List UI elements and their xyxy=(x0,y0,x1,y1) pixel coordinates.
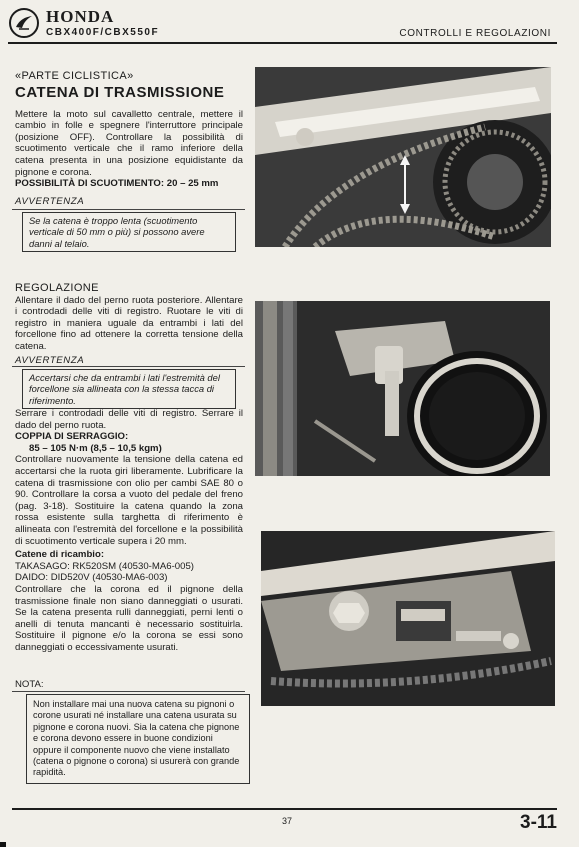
header-divider xyxy=(8,42,557,44)
chain-slack-photo xyxy=(255,67,551,247)
chain-intro-text: Mettere la moto sul cavalletto centrale, mettere il cambio in folle e spegnere l'interruttore principale (posizione OFF). Controllare la possibilità di scuotimento verticale che il ramo inferiore della catena presenta in una posizione equidistante da pignone e corona. xyxy=(15,108,243,178)
honda-wing-logo xyxy=(9,8,39,38)
adjust-text-2: Serrare i controdadi delle viti di registro. Serrare il dado del perno ruota. xyxy=(15,408,243,431)
page-title: CATENA DI TRASMISSIONE xyxy=(15,83,225,101)
footer-divider xyxy=(12,808,557,810)
adjust-text-3: Controllare nuovamente la tensione della catena ed accertarsi che la ruota giri liberamente. Lubrificare la catena di trasmissione con olio per cambi SAE 80 o 90. Controllare la corsa a vuoto del pedale del freno (pag. 3-18). Sostituire la catena quando la zona rossa esistente sulla targhetta di riferimento è allineata con l'estremità del forcellone e la possibilità di scuotimento verticale supera i 20 mm. xyxy=(15,454,243,547)
warning-heading: AVVERTENZA xyxy=(15,195,85,207)
section-page-number: 3-11 xyxy=(520,812,557,833)
chain-adjuster-photo xyxy=(255,301,550,476)
scan-mark xyxy=(0,842,6,847)
adjust-warning-heading: AVVERTENZA xyxy=(15,354,85,366)
warning-box: Se la catena è troppo lenta (scuotimento verticale di 50 mm o più) si possono avere danni al telaio. xyxy=(22,212,236,252)
spare-chain-takasago: TAKASAGO: RK520SM (40530-MA6-005) xyxy=(15,560,194,572)
spares-heading: Catene di ricambio: xyxy=(15,549,105,561)
section-title: CONTROLLI E REGOLAZIONI xyxy=(399,28,551,39)
model-name: CBX400F/CBX550F xyxy=(46,27,160,38)
chain-section xyxy=(15,71,243,207)
adjust-text-4: Controllare che la corona ed il pignone della trasmissione finale non siano danneggiati o usurati. Se la catena presenta rulli danneggiati, perni lenti o anelli di tenuta mancanti è necessario sostituirla. Sostituire il pignone e/o la corona se essi sono danneggiati o eccessivamente usurati. xyxy=(15,583,243,653)
section-subtitle: «PARTE CICLISTICA» xyxy=(15,70,134,82)
torque-heading: COPPIA DI SERRAGGIO: xyxy=(15,431,129,443)
torque-value: 85 – 105 N·m (8,5 – 10,5 kgm) xyxy=(29,442,162,454)
adjust-warning-box: Accertarsi che da entrambi i lati l'estremità del forcellone sia allineata con la stessa tacca di riferimento. xyxy=(22,369,236,409)
slack-spec: POSSIBILITÀ DI SCUOTIMENTO: 20 – 25 mm xyxy=(15,178,219,190)
adjust-heading: REGOLAZIONE xyxy=(15,282,99,294)
adjust-warning-rule xyxy=(12,366,245,367)
wing-icon xyxy=(14,13,34,33)
note-box: Non installare mai una nuova catena su pignoni o corone usurati né installare una catena usurata su pignone e corona nuovi. Sia la catena che pignone e corona devono essere in buone condizioni oppure il componente nuovo che viene installato (catena o pignone o corona) si usurerà con grande rapidità. xyxy=(26,694,250,784)
page-number: 37 xyxy=(282,816,293,826)
brand-name: HONDA xyxy=(46,7,115,26)
spare-chain-daido: DAIDO: DID520V (40530-MA6-003) xyxy=(15,572,168,584)
adjust-continued xyxy=(15,408,243,653)
note-rule xyxy=(12,691,245,692)
wear-indicator-photo xyxy=(261,531,555,706)
adjust-text-1: Allentare il dado del perno ruota posteriore. Allentare i controdadi delle viti di registro. Ruotare le viti di registro in maniera uguale da entrambi i lati del forcellone fino ad ottenere la corretta tensione della catena. xyxy=(15,294,243,352)
adjust-section xyxy=(15,283,243,366)
note-heading: NOTA: xyxy=(15,679,44,690)
warning-rule xyxy=(12,209,245,210)
